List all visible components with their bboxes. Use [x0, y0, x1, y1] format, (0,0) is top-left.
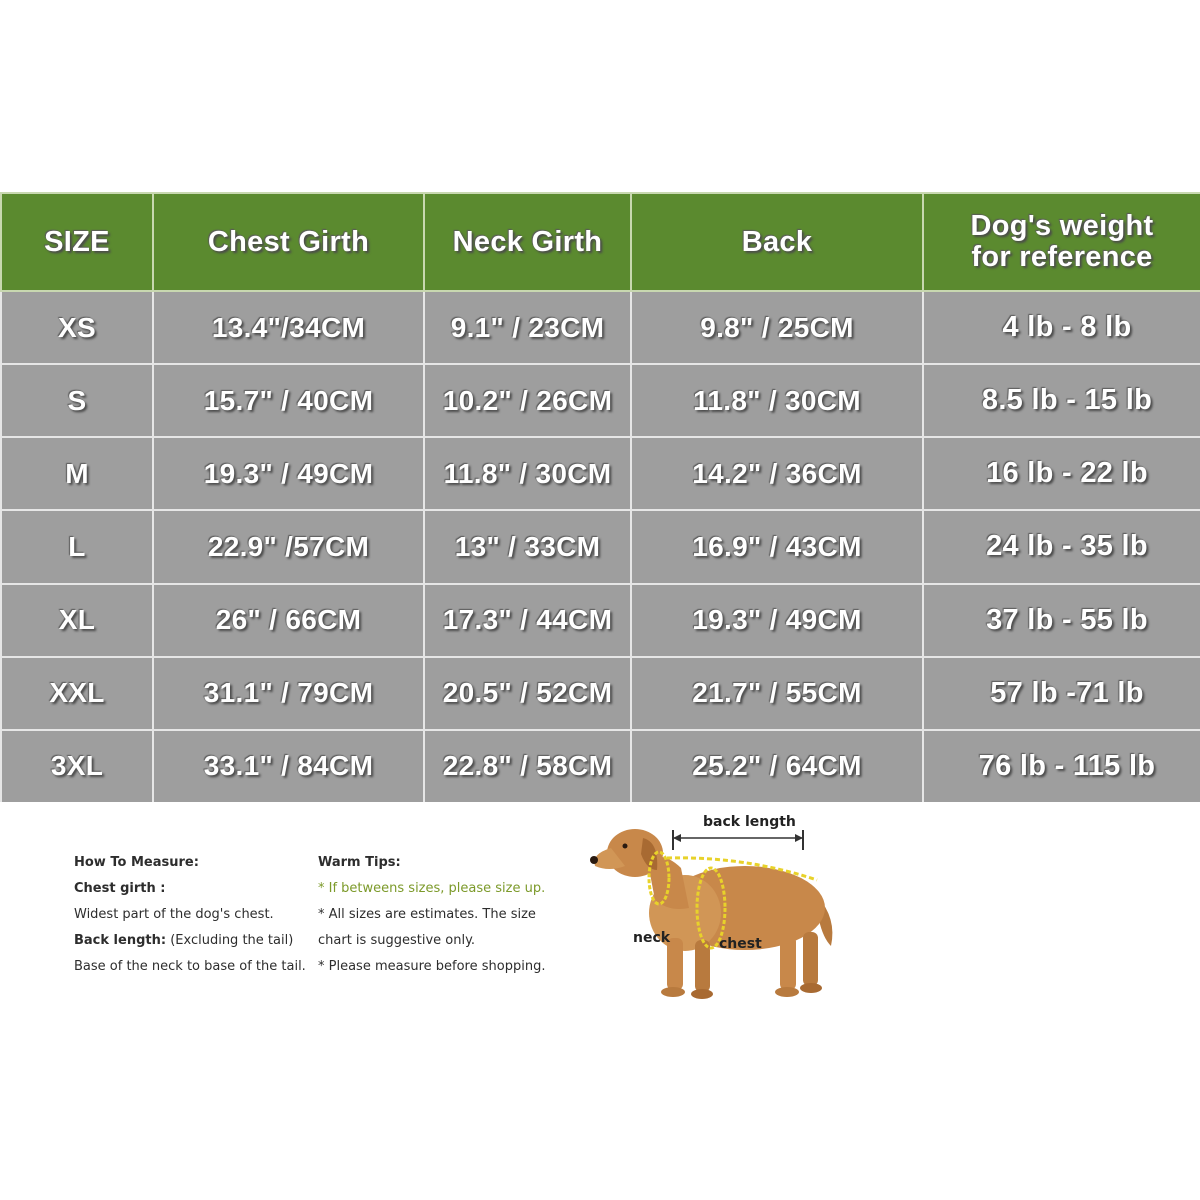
dog-measure-figure [585, 808, 845, 1008]
header-weight-line1: Dog's weight [970, 210, 1154, 242]
back-length-figure-label: back length [703, 814, 796, 830]
how-to-measure-title: How To Measure: [74, 855, 199, 870]
size-chart-table [0, 192, 1200, 802]
table-row [1, 657, 1200, 730]
neck-cell: 20.5" / 52CM [424, 657, 631, 730]
tip-suggestive: chart is suggestive only. [318, 933, 476, 948]
chest-girth-label: Chest girth : [74, 881, 166, 896]
neck-figure-label: neck [633, 930, 671, 946]
weight-cell: 24 lb - 35 lb [923, 510, 1200, 583]
size-cell: L [1, 510, 153, 583]
table-row [1, 510, 1200, 583]
neck-cell: 9.1" / 23CM [424, 291, 631, 364]
weight-cell: 57 lb -71 lb [923, 657, 1200, 730]
chest-cell: 13.4"/34CM [153, 291, 424, 364]
neck-cell: 13" / 33CM [424, 510, 631, 583]
warm-tips [318, 850, 545, 980]
neck-cell: 10.2" / 26CM [424, 364, 631, 437]
size-cell: XXL [1, 657, 153, 730]
back-length-line [74, 928, 306, 954]
back-cell: 14.2" / 36CM [631, 437, 923, 510]
chest-cell: 33.1" / 84CM [153, 730, 424, 802]
header-back: Back [631, 193, 923, 291]
chest-cell: 15.7" / 40CM [153, 364, 424, 437]
size-cell: XS [1, 291, 153, 364]
neck-cell: 11.8" / 30CM [424, 437, 631, 510]
table-row [1, 364, 1200, 437]
weight-cell: 8.5 lb - 15 lb [923, 364, 1200, 437]
size-cell: M [1, 437, 153, 510]
dog-illustration [585, 808, 845, 1008]
back-length-label: Back length: [74, 933, 167, 948]
size-cell: XL [1, 584, 153, 657]
size-cell: 3XL [1, 730, 153, 802]
warm-tips-title: Warm Tips: [318, 855, 401, 870]
chest-cell: 31.1" / 79CM [153, 657, 424, 730]
chest-figure-label: chest [719, 936, 762, 952]
header-chest-girth: Chest Girth [153, 193, 424, 291]
back-cell: 19.3" / 49CM [631, 584, 923, 657]
back-cell: 25.2" / 64CM [631, 730, 923, 802]
back-length-text: Base of the neck to base of the tail. [74, 959, 306, 974]
table-row [1, 291, 1200, 364]
weight-cell: 37 lb - 55 lb [923, 584, 1200, 657]
back-cell: 11.8" / 30CM [631, 364, 923, 437]
weight-cell: 76 lb - 115 lb [923, 730, 1200, 802]
weight-cell: 16 lb - 22 lb [923, 437, 1200, 510]
how-to-measure [74, 850, 306, 980]
table-row [1, 437, 1200, 510]
header-neck-girth: Neck Girth [424, 193, 631, 291]
neck-cell: 17.3" / 44CM [424, 584, 631, 657]
back-cell: 9.8" / 25CM [631, 291, 923, 364]
chest-cell: 22.9" /57CM [153, 510, 424, 583]
back-cell: 21.7" / 55CM [631, 657, 923, 730]
header-size: SIZE [1, 193, 153, 291]
header-weight [923, 193, 1200, 291]
tip-measure: * Please measure before shopping. [318, 959, 546, 974]
table-header-row [1, 193, 1200, 291]
neck-cell: 22.8" / 58CM [424, 730, 631, 802]
back-cell: 16.9" / 43CM [631, 510, 923, 583]
back-length-note: (Excluding the tail) [170, 933, 294, 948]
table-row [1, 730, 1200, 802]
size-cell: S [1, 364, 153, 437]
chest-cell: 26" / 66CM [153, 584, 424, 657]
chest-cell: 19.3" / 49CM [153, 437, 424, 510]
chest-girth-text: Widest part of the dog's chest. [74, 907, 274, 922]
table-row [1, 584, 1200, 657]
header-weight-line2: for reference [971, 241, 1153, 273]
weight-cell: 4 lb - 8 lb [923, 291, 1200, 364]
tip-estimates: * All sizes are estimates. The size [318, 907, 536, 922]
tip-size-up: * If betweens sizes, please size up. [318, 881, 546, 896]
